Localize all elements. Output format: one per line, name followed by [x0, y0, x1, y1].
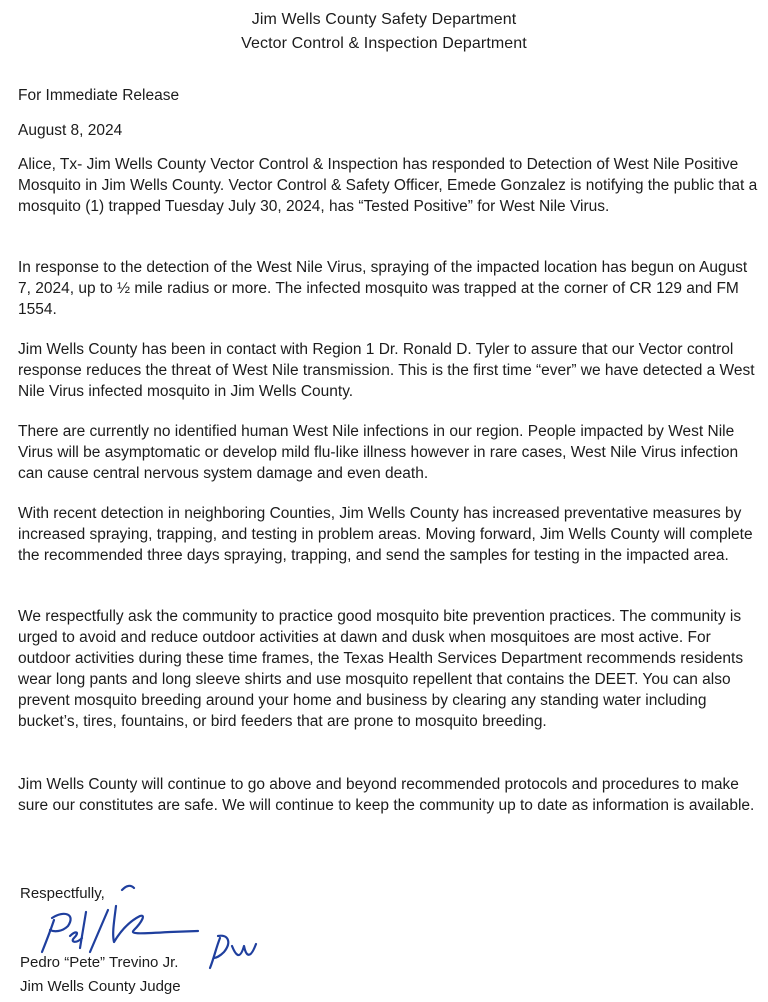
body-paragraph: [18, 774, 758, 816]
release-date: August 8, 2024: [18, 122, 123, 139]
paragraph-text: In response to the detection of the West Nile Virus, spraying of the impacted location has begun on August 7, 2024, up to ½ mile radius or more. The infected mosquito was trapped at the corner of CR 129 and FM 1554.: [18, 259, 748, 318]
letterhead: [0, 8, 768, 56]
closing-text: Respectfully,: [20, 885, 105, 902]
body-paragraph: [18, 606, 758, 732]
release-label: For Immediate Release: [18, 87, 180, 104]
paragraph-text: Alice, Tx- Jim Wells County Vector Control & Inspection has responded to Detection of West Nile Positive Mosquito in Jim Wells County. Vector Control & Safety Officer, Emede Gonzalez is notifying the public that a mosquito (1) trapped Tuesday July 30, 2024, has “Tested Positive” for West Nile Virus.: [18, 156, 758, 215]
paragraph-text: We respectfully ask the community to practice good mosquito bite prevention practices. The community is urged to avoid and reduce outdoor activities at dawn and dusk when mosquitoes are most active. For outdoor activities during these time frames, the Texas Health Services Department recommends residents wear long pants and long sleeve shirts and use mosquito repellent that contains the DEET. You can also prevent mosquito breeding around your home and business by clearing any standing water including bucket’s, tires, fountains, or bird feeders that are prone to mosquito breeding.: [18, 608, 744, 730]
letterhead-line-1: Jim Wells County Safety Department: [251, 11, 517, 28]
signer-title: Jim Wells County Judge: [20, 978, 181, 995]
paragraph-text: Jim Wells County has been in contact with Region 1 Dr. Ronald D. Tyler to assure that our Vector control response reduces the threat of West Nile transmission. This is the first time “ever” we have detected a West Nile Virus infected mosquito in Jim Wells County.: [18, 341, 755, 400]
paragraph-text: Jim Wells County will continue to go above and beyond recommended protocols and procedures to make sure our constitutes are safe. We will continue to keep the community up to date as information is available.: [18, 776, 755, 814]
body-paragraph: [18, 339, 758, 402]
body-paragraph: [18, 154, 758, 217]
paragraph-text: There are currently no identified human West Nile infections in our region. People impacted by West Nile Virus will be asymptomatic or develop mild flu-like illness however in rare cases, West Nile Virus infection can cause central nervous system damage and even death.: [18, 423, 739, 482]
body-paragraph: [18, 421, 758, 484]
letterhead-line-2: Vector Control & Inspection Department: [241, 35, 527, 52]
signer-name: Pedro “Pete” Trevino Jr.: [20, 954, 179, 971]
body-paragraph: [18, 257, 758, 320]
paragraph-text: With recent detection in neighboring Counties, Jim Wells County has increased preventative measures by increased spraying, trapping, and testing in problem areas. Moving forward, Jim Wells County will complete the recommended three days spraying, trapping, and send the samples for testing in the impacted area.: [18, 505, 753, 564]
signature-block: [18, 880, 418, 1000]
body-paragraph: [18, 503, 758, 566]
